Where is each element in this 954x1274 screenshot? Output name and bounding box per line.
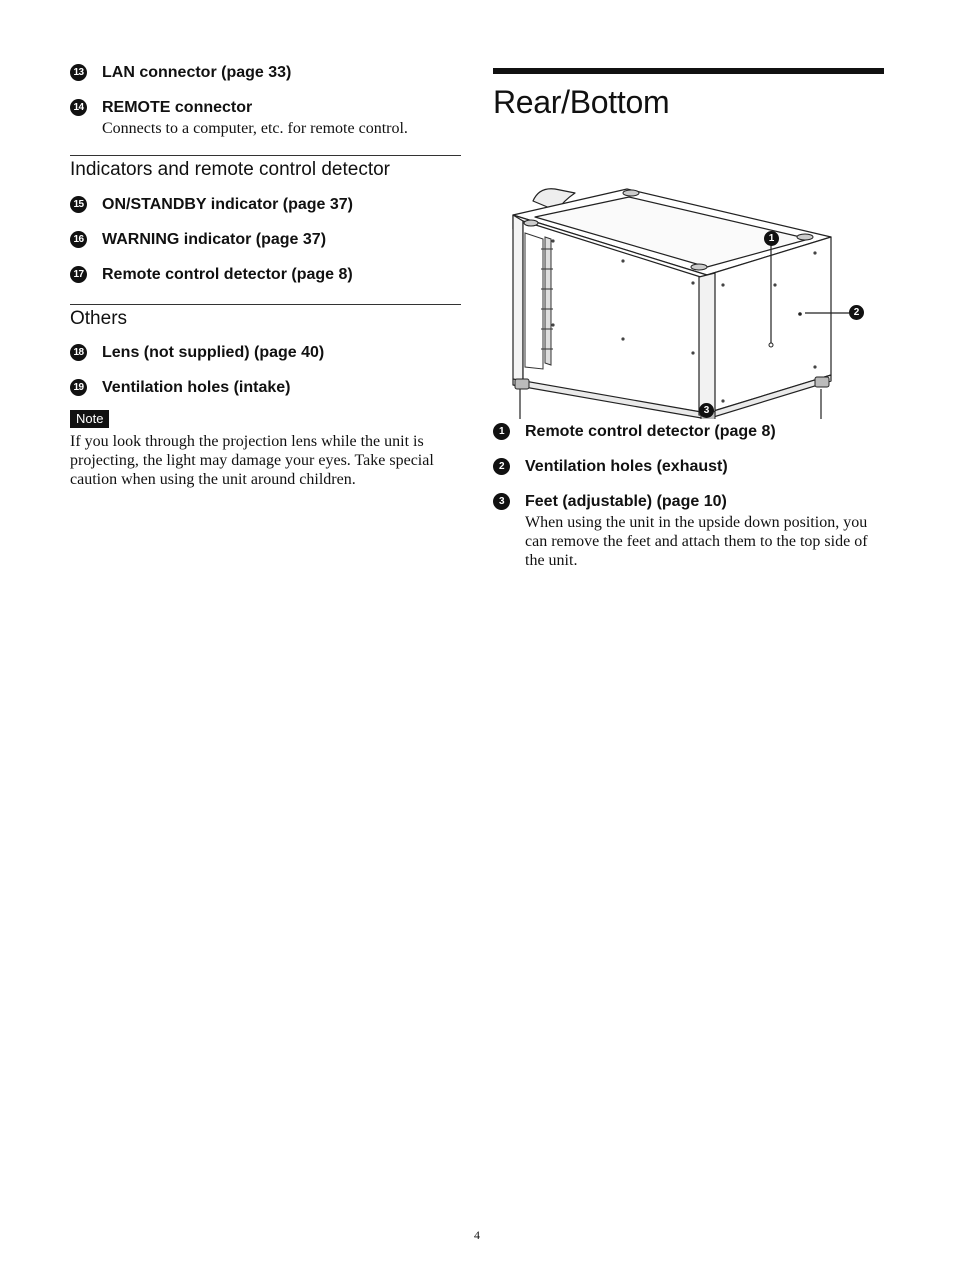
item-number-badge: 13 — [70, 64, 87, 81]
list-item-remote-control-detector — [70, 264, 461, 285]
item-title: Remote control detector (page 8) — [102, 266, 353, 283]
list-item-remote-control-detector-rear — [493, 421, 884, 442]
item-title: REMOTE connector — [102, 99, 253, 116]
projector-illustration — [493, 149, 884, 419]
item-number-badge: 16 — [70, 231, 87, 248]
item-description: When using the unit in the upside down position, you can remove the feet and attach them to the top side of the unit. — [525, 514, 868, 569]
item-number-badge: 18 — [70, 344, 87, 361]
item-number-badge: 15 — [70, 196, 87, 213]
item-title: Ventilation holes (exhaust) — [525, 458, 728, 475]
item-title: ON/STANDBY indicator (page 37) — [102, 196, 353, 213]
list-item-feet — [493, 491, 884, 570]
note-label: Note — [70, 410, 109, 428]
item-number-badge: 17 — [70, 266, 87, 283]
page-title: Rear/Bottom — [493, 84, 670, 120]
item-number-badge: 2 — [493, 458, 510, 475]
list-item-ventilation-exhaust — [493, 456, 884, 477]
item-number-badge: 1 — [493, 423, 510, 440]
item-title: LAN connector (page 33) — [102, 64, 292, 81]
item-number-badge: 3 — [493, 493, 510, 510]
right-column — [493, 68, 884, 570]
section-heading-others: Others — [70, 304, 461, 331]
list-item-ventilation-intake — [70, 377, 461, 398]
item-title: Ventilation holes (intake) — [102, 379, 291, 396]
list-item-lan-connector — [70, 62, 461, 83]
left-column — [70, 62, 461, 489]
list-item-remote-connector — [70, 97, 461, 138]
callout-3-badge: 3 — [699, 403, 714, 418]
list-item-on-standby-indicator — [70, 194, 461, 215]
item-title: WARNING indicator (page 37) — [102, 231, 327, 248]
item-number-badge: 19 — [70, 379, 87, 396]
item-title: Feet (adjustable) (page 10) — [525, 493, 727, 510]
note-text: If you look through the projection lens while the unit is projecting, the light may damage your eyes. Take special caution when using the unit around children. — [70, 433, 434, 488]
item-title: Remote control detector (page 8) — [525, 423, 776, 440]
item-title: Lens (not supplied) (page 40) — [102, 344, 325, 361]
projector-rear-bottom-figure — [493, 149, 884, 419]
item-number-badge: 14 — [70, 99, 87, 116]
section-heading-indicators: Indicators and remote control detector — [70, 155, 461, 182]
title-rule — [493, 68, 884, 74]
callout-2-badge: 2 — [849, 305, 864, 320]
item-description: Connects to a computer, etc. for remote control. — [102, 120, 408, 137]
note-block — [70, 410, 461, 489]
list-item-lens — [70, 342, 461, 363]
page-number: 4 — [474, 1228, 480, 1242]
list-item-warning-indicator — [70, 229, 461, 250]
callout-1-badge: 1 — [764, 231, 779, 246]
